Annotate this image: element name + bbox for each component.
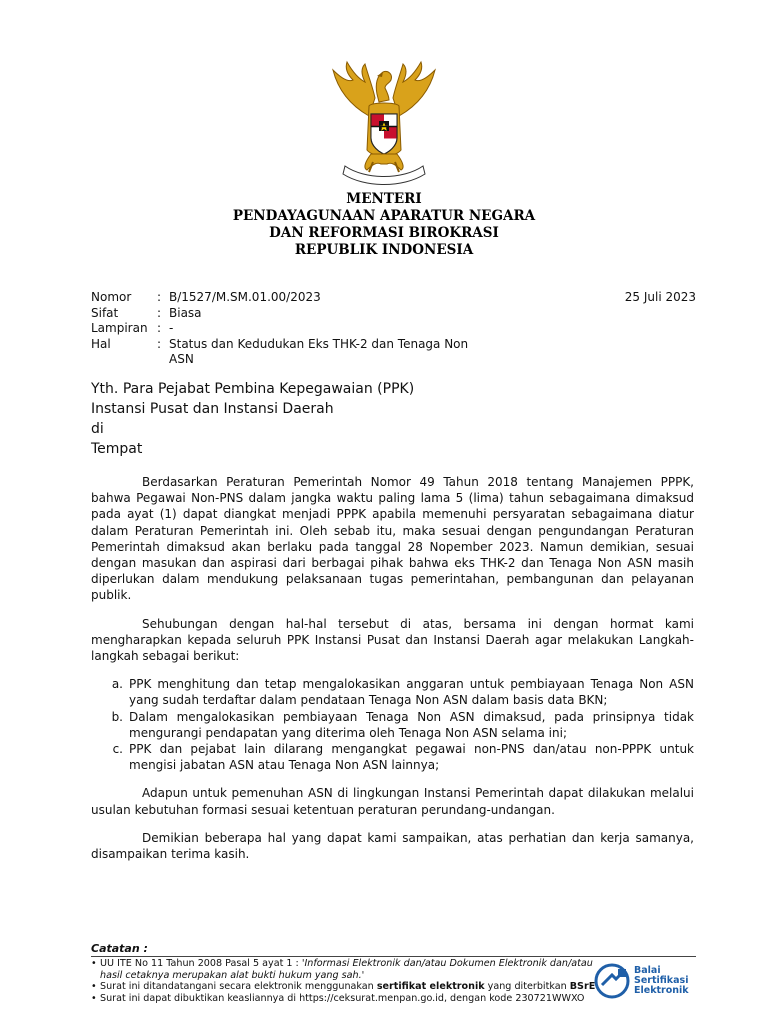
hal-label: Hal [91,336,111,351]
list-text: PPK dan pejabat lain dilarang mengangkat pegawai non-PNS dan/atau non-PPPK untuk mengisi jabatan ASN atau Tenaga Non ASN lainnya; [129,742,694,773]
addressee-line-1: Yth. Para Pejabat Pembina Kepegawaian (PPK) [91,381,415,397]
note-1-suffix: ' [361,969,365,981]
hal-value: Status dan Kedudukan Eks THK-2 dan Tenaga Non ASN [169,336,469,366]
letter-date: 25 Juli 2023 [624,290,696,304]
list-marker: a. [111,677,123,692]
list-marker: c. [112,742,123,757]
lampiran-label: Lampiran [91,321,148,335]
addressee-line-2: Instansi Pusat dan Instansi Daerah [91,401,334,417]
meta-nomor-row [91,290,696,306]
bullet-icon: • [91,958,97,970]
note-3-text: Surat ini dapat dibuktikan keasliannya di https://ceksurat.menpan.go.id, dengan kode 230721WWXO [100,992,585,1004]
bsre-line-1: Balai [634,965,661,976]
nomor-value: B/1527/M.SM.01.00/2023 [169,290,321,304]
garuda-emblem [325,58,443,188]
heading-line-4: REPUBLIK INDONESIA [294,242,474,258]
letter-meta [91,290,696,368]
meta-sifat-row [91,306,696,322]
nomor-colon: : [157,290,162,304]
addressee-line-3: di [91,421,104,437]
heading-line-3: DAN REFORMASI BIROKRASI [269,225,499,241]
action-list [91,676,694,773]
nomor-label: Nomor [91,290,132,304]
notes-divider [91,956,696,957]
ministry-heading [0,191,768,259]
bsre-logo [594,960,702,1002]
note-2-bold-bsre: BSrE [569,981,596,993]
list-text: Dalam mengalokasikan pembiayaan Tenaga Non ASN dimaksud, pada prinsipnya tidak mengurangi pendapatan yang diterima oleh Tenaga Non ASN selama ini; [129,709,694,740]
bullet-icon: • [91,992,97,1004]
list-marker: b. [111,709,123,724]
addressee-block [91,379,414,459]
note-1-prefix: UU ITE No 11 Tahun 2008 Pasal 5 ayat 1 : ' [100,958,305,970]
list-item [91,676,694,708]
sifat-colon: : [157,305,162,320]
note-2-bold: sertifikat elektronik [376,981,485,993]
hal-colon: : [157,336,162,351]
note-1-italic: Informasi Elektronik dan/atau Dokumen Elektronik dan/atau hasil cetaknya merupakan alat bukti hukum yang sah. [100,958,593,981]
lampiran-colon: : [157,321,162,335]
heading-line-1: MENTERI [346,191,422,207]
letter-body [91,474,694,874]
notes-title: Catatan : [91,942,148,955]
list-item [91,741,694,773]
bullet-icon: • [91,981,97,993]
sifat-label: Sifat [91,305,119,320]
bsre-line-3: Elektronik [634,985,689,996]
list-item [91,709,694,741]
bsre-line-2: Sertifikasi [634,975,689,986]
list-text: PPK menghitung dan tetap mengalokasikan anggaran untuk pembiayaan Tenaga Non ASN yang sudah terdaftar dalam pendataan Tenaga Non ASN dalam basis data BKN; [129,677,694,708]
bsre-seal-icon [594,963,630,999]
sifat-value: Biasa [169,305,202,320]
body-paragraph-1: Berdasarkan Peraturan Pemerintah Nomor 49 Tahun 2018 tentang Manajemen PPPK, bahwa Pegawai Non-PNS dalam jangka waktu paling lama 5 (lima) tahun sebagaimana dimaksud pada ayat (1) dapat diangkat menjadi PPPK apabila memenuhi persyaratan sebagaimana diatur dalam Peraturan Pemerintah ini. Oleh sebab itu, maka sesuai dengan pengundangan Peraturan Pemerintah dimaksud akan berlaku pada tanggal 28 Nopember 2023. Namun demikian, sesuai dengan masukan dan aspirasi dari berbagai pihak bahwa eks THK-2 dan Tenaga Non ASN masih diperlukan dalam mendukung pelaksanaan tugas pemerintahan, pembangunan dan pelayanan publik. [91,475,694,603]
body-paragraph-4: Demikian beberapa hal yang dapat kami sampaikan, atas perhatian dan kerja samanya, disampaikan terima kasih. [91,830,694,862]
meta-hal-row [91,337,696,368]
meta-lampiran-row [91,321,696,337]
addressee-line-4: Tempat [91,441,143,457]
note-2-prefix: Surat ini ditandatangani secara elektronik menggunakan [100,981,377,993]
lampiran-value: - [169,321,174,335]
heading-line-2: PENDAYAGUNAAN APARATUR NEGARA [232,208,536,224]
body-paragraph-3: Adapun untuk pemenuhan ASN di lingkungan Instansi Pemerintah dapat dilakukan melalui usulan kebutuhan formasi sesuai ketentuan peraturan perundang-undangan. [91,786,694,817]
body-paragraph-2: Sehubungan dengan hal-hal tersebut di atas, bersama ini dengan hormat kami mengharapkan kepada seluruh PPK Instansi Pusat dan Instansi Daerah agar melakukan Langkah-langkah sebagai berikut: [91,616,694,664]
note-2-mid: yang diterbitkan [484,981,570,993]
